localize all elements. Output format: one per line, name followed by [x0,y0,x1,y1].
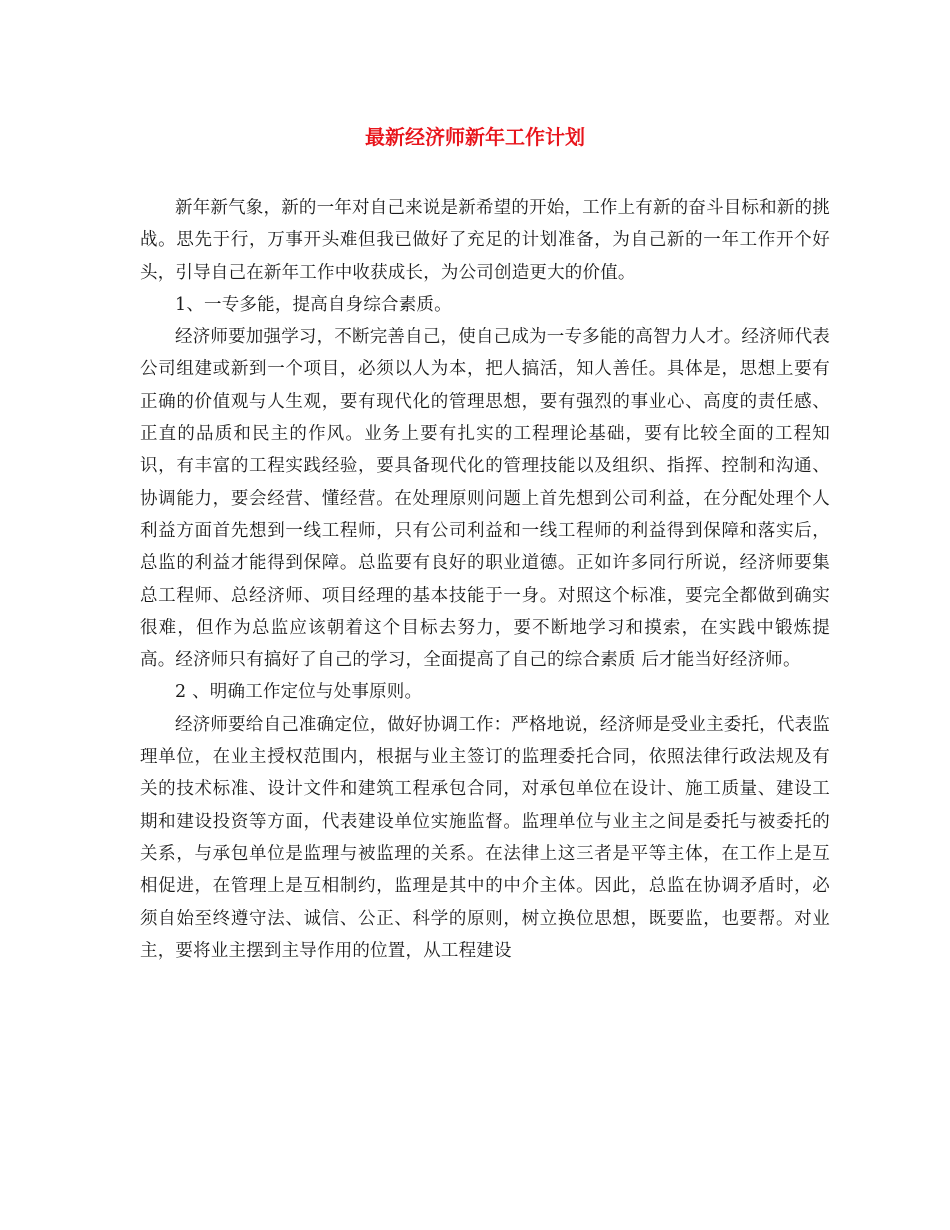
paragraph-section-1: 经济师要加强学习，不断完善自己，使自己成为一专多能的高智力人才。经济师代表公司组建或新到一个项目，必须以人为本，把人搞活，知人善任。具体是，思想上要有正确的价值观与人生观，要有现代化的管理思想，要有强烈的事业心、高度的责任感、正直的品质和民主的作风。业务上要有扎实的工程理论基础，要有比较全面的工程知识，有丰富的工程实践经验，要具备现代化的管理技能以及组织、指挥、控制和沟通、协调能力，要会经营、懂经营。在处理原则问题上首先想到公司利益，在分配处理个人利益方面首先想到一线工程师，只有公司利益和一线工程师的利益得到保障和落实后，总监的利益才能得到保障。总监要有良好的职业道德。正如许多同行所说，经济师要集总工程师、总经济师、项目经理的基本技能于一身。对照这个标准，要完全都做到确实很难，但作为总监应该朝着这个目标去努力，要不断地学习和摸索，在实践中锻炼提高。经济师只有搞好了自己的学习，全面提高了自己的综合素质 后才能当好经济师。 [140,327,830,671]
section-heading-1: 1、一专多能，提高自身综合素质。 [175,294,452,315]
paragraph-section-2: 经济师要给自己准确定位，做好协调工作：严格地说，经济师是受业主委托，代表监理单位，在业主授权范围内，根据与业主签订的监理委托合同，依照法律行政法规及有关的技术标准、设计文件和建筑工程承包合同，对承包单位在设计、施工质量、建设工期和建设投资等方面，代表建设单位实施监督。监理单位与业主之间是委托与被委托的关系，与承包单位是监理与被监理的关系。在法律上这三者是平等主体，在工作上是互相促进，在管理上是互相制约，监理是其中的中介主体。因此，总监在协调矛盾时，必须自始至终遵守法、诚信、公正、科学的原则，树立换位思想，既要监，也要帮。对业主，要将业主摆到主导作用的位置，从工程建设 [140,714,830,961]
document-body [140,192,830,967]
paragraph-intro: 新年新气象，新的一年对自己来说是新希望的开始，工作上有新的奋斗目标和新的挑战。思先于行，万事开头难但我已做好了充足的计划准备，为自己新的一年工作开个好头，引导自己在新年工作中收获成长，为公司创造更大的价值。 [140,198,830,283]
document-title: 最新经济师新年工作计划 [365,125,585,149]
section-heading-2: 2 、明确工作定位与处事原则。 [175,682,423,703]
